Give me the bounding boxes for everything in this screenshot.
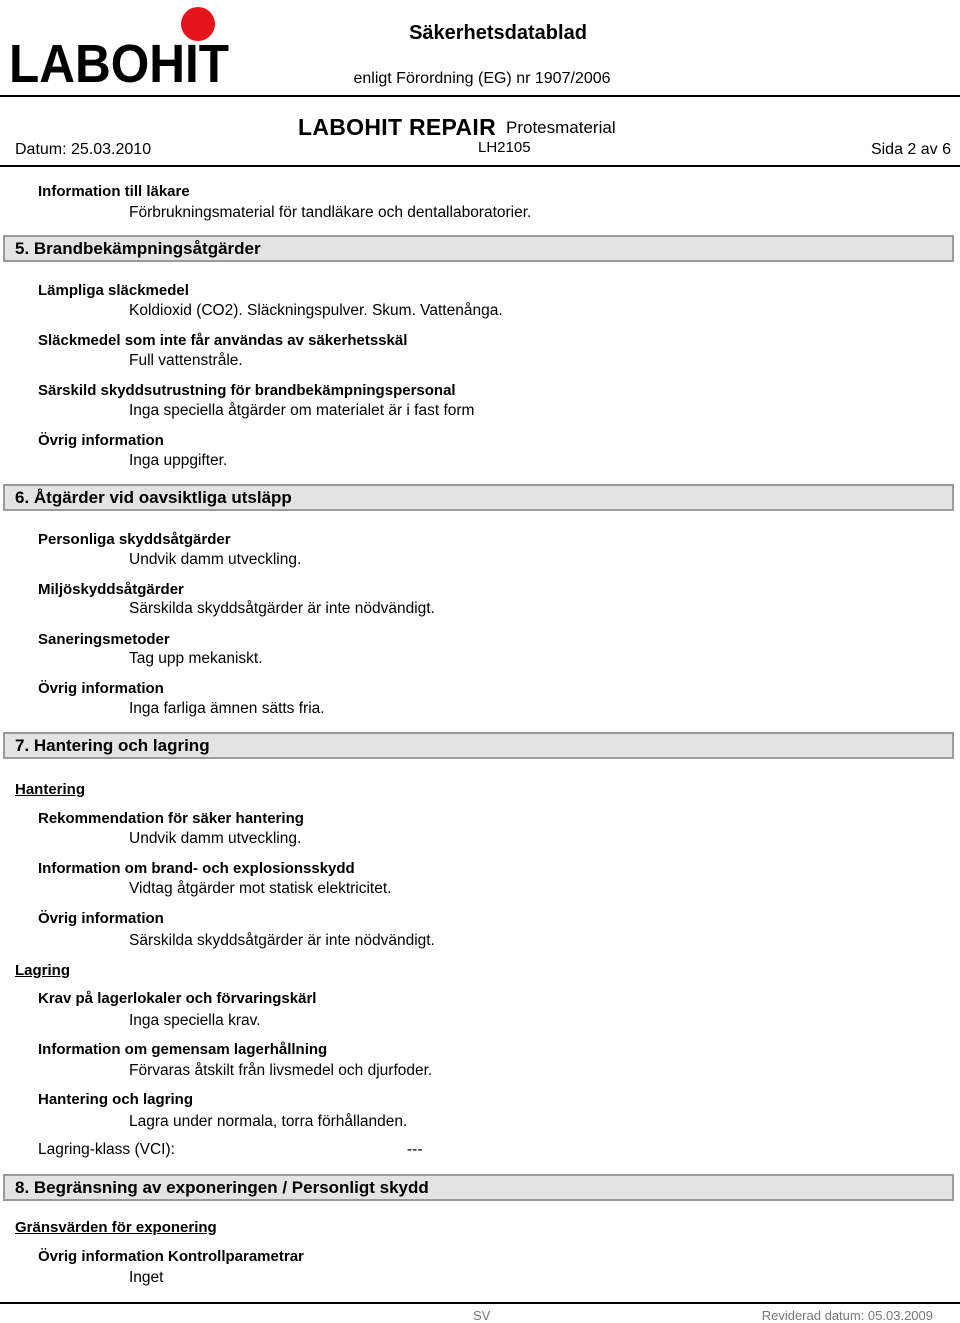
field-value: Undvik damm utveckling.	[129, 830, 302, 847]
field-value: Förbrukningsmaterial för tandläkare och dentallaboratorier.	[129, 204, 532, 221]
field-value: Undvik damm utveckling.	[129, 551, 302, 568]
section-heading-7: 7. Hantering och lagring	[3, 732, 954, 759]
subsection-heading-storage: Lagring	[15, 962, 70, 979]
document-title: Säkerhetsdatablad	[409, 22, 587, 44]
header-divider-top	[0, 95, 960, 97]
field-value: Inga uppgifter.	[129, 452, 228, 469]
field-value: Inga farliga ämnen sätts fria.	[129, 700, 325, 717]
field-value: Vidtag åtgärder mot statisk elektricitet.	[129, 880, 392, 897]
field-label: Saneringsmetoder	[38, 631, 170, 648]
field-label: Information om brand- och explosionsskydd	[38, 860, 355, 877]
subsection-heading-handling: Hantering	[15, 781, 86, 798]
field-value: Lagra under normala, torra förhållanden.	[129, 1113, 408, 1130]
page-number: Sida 2 av 6	[870, 141, 951, 158]
field-value: Inget	[129, 1269, 164, 1286]
product-name: LABOHIT REPAIR	[298, 114, 496, 140]
field-label: Övrig information	[38, 910, 164, 927]
field-label: Övrig information Kontrollparametrar	[38, 1248, 304, 1265]
field-label: Hantering och lagring	[38, 1091, 194, 1108]
field-value: Inga speciella krav.	[129, 1012, 261, 1029]
header-divider-bottom	[0, 165, 960, 167]
field-value: Förvaras åtskilt från livsmedel och djurfoder.	[129, 1062, 433, 1079]
logo-text: LABOHIT	[9, 34, 230, 88]
document-date: Datum: 25.03.2010	[15, 141, 152, 158]
field-label: Särskild skyddsutrustning för brandbekämpningspersonal	[38, 382, 456, 399]
field-label: Miljöskyddsåtgärder	[38, 581, 184, 598]
section-heading-5: 5. Brandbekämpningsåtgärder	[3, 235, 954, 262]
footer-divider	[0, 1302, 960, 1304]
field-label: Information om gemensam lagerhållning	[38, 1041, 328, 1058]
section-heading-6: 6. Åtgärder vid oavsiktliga utsläpp	[3, 484, 954, 511]
field-label: Övrig information	[38, 432, 164, 449]
field-label: Släckmedel som inte får användas av säkerhetsskäl	[38, 332, 408, 349]
field-value: Tag upp mekaniskt.	[129, 650, 263, 667]
section-heading-8: 8. Begränsning av exponeringen / Personligt skydd	[3, 1174, 954, 1201]
storage-class-label: Lagring-klass (VCI):	[38, 1141, 175, 1158]
field-label: Lämpliga släckmedel	[38, 282, 189, 299]
field-value: Full vattenstråle.	[129, 352, 243, 369]
subsection-heading-limits: Gränsvärden för exponering	[15, 1219, 217, 1236]
field-value: Koldioxid (CO2). Släckningspulver. Skum. Vattenånga.	[129, 302, 503, 319]
field-value: Särskilda skyddsåtgärder är inte nödvändigt.	[129, 600, 435, 617]
field-label: Rekommendation för säker hantering	[38, 810, 304, 827]
product-type: Protesmaterial	[506, 118, 616, 137]
field-label: Personliga skyddsåtgärder	[38, 531, 231, 548]
regulation-subtitle: enligt Förordning (EG) nr 1907/2006	[353, 70, 611, 87]
field-label: Övrig information	[38, 680, 164, 697]
field-label: Information till läkare	[38, 183, 190, 200]
storage-class-value: ---	[407, 1141, 423, 1158]
footer-language: SV	[473, 1308, 491, 1323]
product-code: LH2105	[478, 139, 531, 156]
field-value: Särskilda skyddsåtgärder är inte nödvändigt.	[129, 932, 435, 949]
field-value: Inga speciella åtgärder om materialet är i fast form	[129, 402, 475, 419]
field-label: Krav på lagerlokaler och förvaringskärl	[38, 990, 317, 1007]
footer-revised-date: Reviderad datum: 05.03.2009	[761, 1308, 933, 1323]
